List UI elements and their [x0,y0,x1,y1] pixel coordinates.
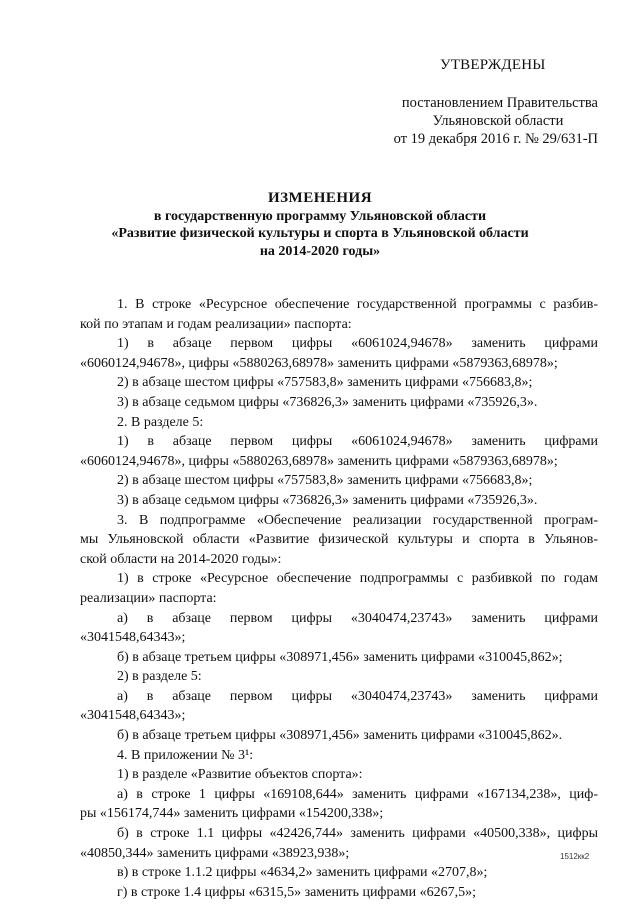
body-line: «40850,344» заменить цифрами «38923,938»; [80,845,350,861]
body-line: 1. В строке «Ресурсное обеспечение государственной программы с разбив- [117,297,598,312]
body-line: а) в абзаце первом цифры «3040474,23743» заменить цифрами [117,688,598,704]
body-line: 2) в абзаце шестом цифры «757583,8» заменить цифрами «756683,8»; [117,473,533,489]
document-body [80,295,598,902]
body-line: 2) в разделе 5: [117,669,202,685]
body-line: а) в строке 1 цифры «169108,644» заменить цифрами «167134,238», циф- [117,786,598,802]
body-line: ской области на 2014-2020 годы»: [80,551,282,567]
body-line: б) в строке 1.1 цифры «42426,744» заменить цифрами «40500,338», цифры [117,826,598,842]
document-title [80,190,560,260]
approval-line-2: Ульяновской области [432,113,564,129]
body-line: 4. В приложении № 3¹: [117,747,254,763]
approved-label: УТВЕРЖДЕНЫ [440,57,546,73]
body-line: «6060124,94678», цифры «5880263,68978» заменить цифрами «5879363,68978»; [80,355,558,371]
body-line: реализации» паспорта: [80,590,217,606]
body-line: 2) в абзаце шестом цифры «757583,8» заменить цифрами «756683,8»; [117,375,533,391]
body-line: 3) в абзаце седьмом цифры «736826,3» заменить цифрами «735926,3». [117,492,538,508]
title-line-4: на 2014-2020 годы» [259,243,381,259]
title-line-2: в государственную программу Ульяновской области [153,208,487,224]
body-line: 3) в абзаце седьмом цифры «736826,3» заменить цифрами «735926,3». [117,394,538,410]
body-line: 1) в абзаце первом цифры «6061024,94678» заменить цифрами [117,336,598,352]
body-line: 2. В разделе 5: [117,414,204,430]
body-line: в) в строке 1.1.2 цифры «4634,2» заменить цифрами «2707,8»; [117,865,488,881]
body-line: а) в абзаце первом цифры «3040474,23743» заменить цифрами [117,610,598,626]
body-line: б) в абзаце третьем цифры «308971,456» заменить цифрами «310045,862». [117,728,563,744]
title-line-3: «Развитие физической культуры и спорта в Ульяновской области [111,226,529,241]
body-line: 1) в строке «Ресурсное обеспечение подпрограммы с разбивкой по годам [117,571,598,587]
body-line: «3041548,64343»; [80,708,186,724]
body-line: мы Ульяновской области «Развитие физической культуры и спорта в Ульянов- [80,532,598,548]
body-line: кой по этапам и годам реализации» паспорта: [80,316,352,332]
body-line: 1) в абзаце первом цифры «6061024,94678» заменить цифрами [117,434,598,450]
footer-code: 1512кк2 [560,852,590,861]
approval-reference [318,94,598,148]
approval-line-1: постановлением Правительства [401,95,598,111]
body-line: «6060124,94678», цифры «5880263,68978» заменить цифрами «5879363,68978»; [80,453,558,469]
body-line: ры «156174,744» заменить цифрами «154200,338»; [80,806,384,822]
body-line: 3. В подпрограмме «Обеспечение реализации государственной програм- [117,512,598,528]
body-line: б) в абзаце третьем цифры «308971,456» заменить цифрами «310045,862»; [117,649,563,665]
body-line: г) в строке 1.4 цифры «6315,5» заменить цифрами «6267,5»; [117,884,476,900]
approval-line-3: от 19 декабря 2016 г. № 29/631-П [393,131,598,147]
body-line: «3041548,64343»; [80,630,186,646]
title-line-1: ИЗМЕНЕНИЯ [267,190,373,206]
body-line: 1) в разделе «Развитие объектов спорта»: [117,767,363,783]
